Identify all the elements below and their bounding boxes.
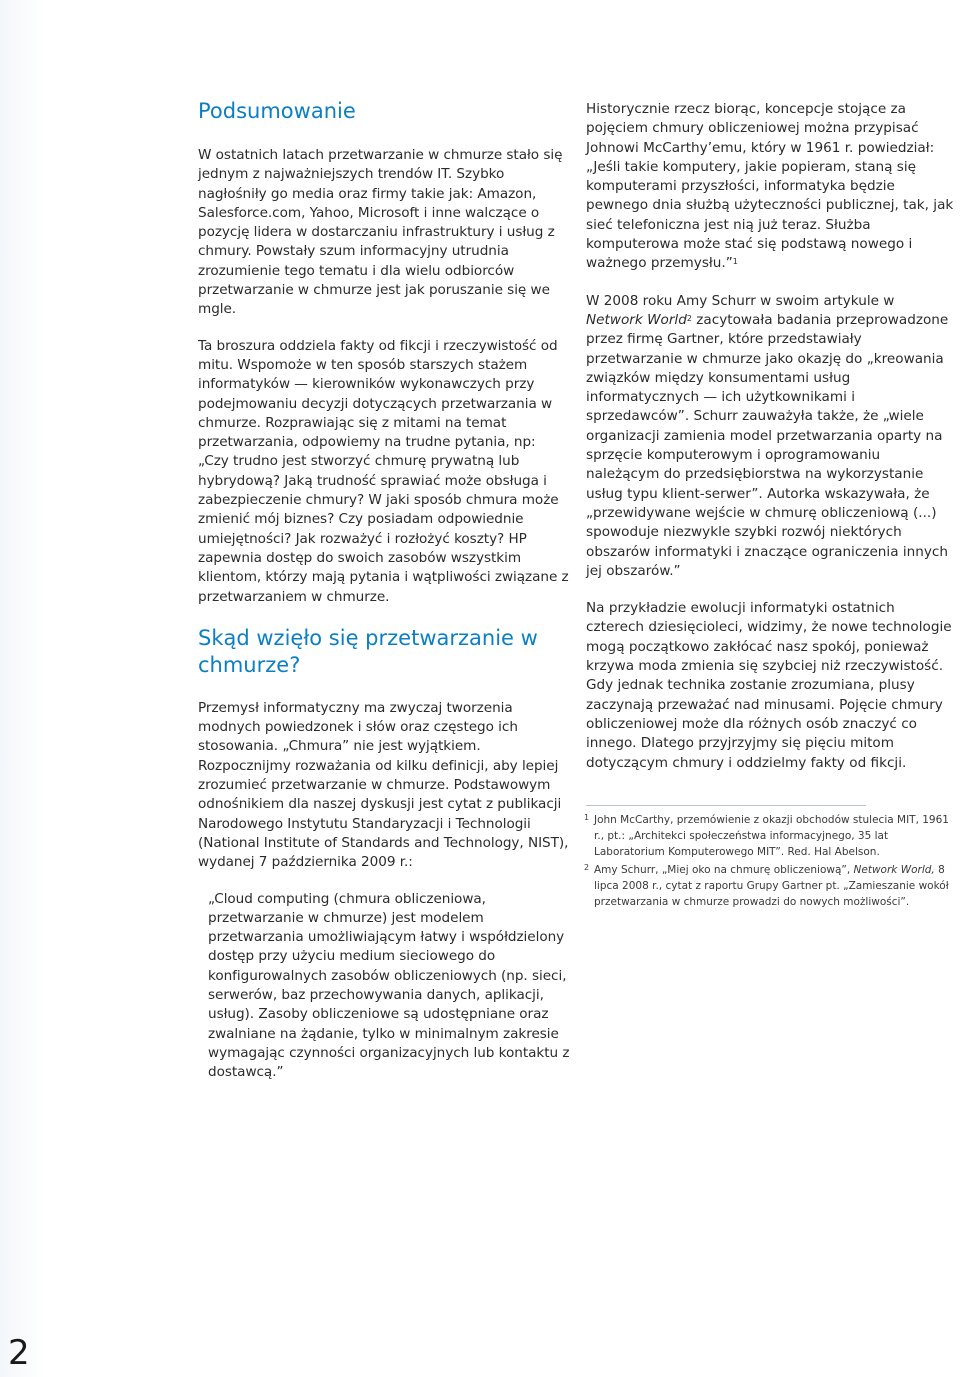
schurr-paragraph (586, 292, 954, 581)
footnote-2 (586, 862, 954, 910)
footnote-2-italic: Network World, (853, 863, 935, 876)
footnote-ref-2: 2 (686, 313, 692, 323)
footnote-2-text-b: 8 lipca 2008 r., cytat z raportu Grupy Gartner pt. „Zamieszanie wokół przetwarzania w chmurze prowadzi do nowych możliwości”. (594, 863, 949, 908)
page-edge-shadow (0, 0, 46, 1377)
evolution-paragraph: Na przykładzie ewolucji informatyki ostatnich czterech dziesięcioleci, widzimy, że nowe technologie mogą początkowo zakłócać nasz spokój, ponieważ krzywa moda zmienia się szybciej niż rzeczywistość. Gdy jednak technika zostanie zrozumiana, plusy zaczynają przeważać nad minusami. Pojęcie chmury obliczeniowej może dla różnych osób znaczyć co innego. Dlatego przyjrzyjmy się pięciu mitom dotyczącym chmury i oddzielmy fakty od fikcji. (586, 600, 952, 771)
footnote-1-text: John McCarthy, przemówienie z okazji obchodów stulecia MIT, 1961 r., pt.: „Architekci społeczeństwa informacyjnego, 35 lat Laboratorium Komputerowego MIT”. Red. Hal Abelson. (594, 813, 949, 858)
footnote-ref-1: 1 (732, 257, 738, 267)
section-heading-origin: Skąd wzięło się przetwarzanie w chmurze? (198, 625, 538, 677)
footnote-1-mark: 1 (584, 812, 590, 822)
origin-paragraph-1: Przemysł informatyczny ma zwyczaj tworzenia modnych powiedzonek i słów oraz częstego ich stosowania. „Chmura” nie jest wyjątkiem. Rozpocznijmy rozważania od kilku definicji, aby lepiej zrozumieć przetwarzanie w chmurze. Podstawowym odnośnikiem dla naszej dyskusji jest cytat z publikacji Narodowego Instytutu Standaryzacji i Technologii (National Institute of Standards and Technology, NIST), wydanej 7 października 2009 r.: (198, 699, 569, 871)
summary-paragraph-1: W ostatnich latach przetwarzanie w chmurze stało się jednym z najważniejszych trendów IT. Szybko nagłośniły go media oraz firmy takie jak: Amazon, Salesforce.com, Yahoo, Microsoft i inne walczące o pozycję lidera w dostarczaniu infrastruktury i usług z chmury. Powstały szum informacyjny utrudnia zrozumienie tego tematu i dla wielu odbiorców przetwarzanie w chmurze jest jak poruszanie się we mgle. (198, 147, 563, 318)
footnote-2-mark: 2 (584, 862, 590, 872)
footnote-1 (586, 812, 954, 860)
schurr-paragraph-text-b: zacytowała badania przeprowadzone przez firmę Gartner, które przedstawiały przetwarzanie w chmurze jako okazję do „kreowania związków między konsumentami usług informatycznych — ich użytkownikami i sprzedawców”. Schurr zauważyła także, że „wiele organizacji zamienia model przetwarzania oparty na sprzęcie komputerowym i oprogramowaniu należącym do przedsiębiorstwa na wykorzystanie usług typu klient-serwer”. Autorka wskazywała, że „przewidywane wejście w chmurę obliczeniową (...) spowoduje niezwykle szybki rozwój niektórych obszarów informatyki i znaczące ograniczenia innych jej obszarów.” (586, 311, 949, 579)
history-paragraph-text: Historycznie rzecz biorąc, koncepcje stojące za pojęciem chmury obliczeniowej można przypisać Johnowi McCarthy’emu, który w 1961 r. powiedział: „Jeśli takie komputery, jakie popieram, staną się komputerami przyszłości, informatyka będzie pewnego dnia służbą użyteczności publicznej, tak, jak sieć telefoniczna jest nią już teraz. Służba komputerowa może stać się podstawą nowego i ważnego przemysłu.” (586, 101, 954, 272)
footnotes (586, 812, 954, 910)
network-world-title: Network World (586, 311, 687, 328)
nist-quote: „Cloud computing (chmura obliczeniowa, przetwarzanie w chmurze) jest modelem przetwarzania umożliwiającym łatwy i współdzielony dostęp przy użyciu medium sieciowego do konfigurowalnych zasobów obliczeniowych (np. sieci, serwerów, baz przechowywania danych, aplikacji, usług). Zasoby obliczeniowe są udostępniane oraz zwalniane na żądanie, tylko w minimalnym zakresie wymagając czynności organizacyjnych lub kontaktu z dostawcą.” (208, 890, 570, 1081)
footnote-2-text-a: Amy Schurr, „Miej oko na chmurę obliczeniową”, (594, 863, 854, 876)
section-heading-summary: Podsumowanie (198, 99, 356, 123)
summary-paragraph-2: Ta broszura oddziela fakty od fikcji i rzeczywistość od mitu. Wspomoże w ten sposób starszych stażem informatyków — kierowników wykonawczych przy podejmowaniu decyzji dotyczących przetwarzania w chmurze. Rozprawiając się z mitami na temat przetwarzania, odpowiemy na trudne pytania, np: „Czy trudno jest stworzyć chmurę prywatną lub hybrydową? Jaką trudność sprawiać może obsługa i zabezpieczenie chmury? W jaki sposób chmura może zmienić mój biznes? Czy posiadam odpowiednie umiejętności? Jak rozważyć i rozłożyć koszty? HP zapewnia dostęp do swoich zasobów wszystkim klientom, którzy mają pytania i wątpliwości związane z przetwarzaniem w chmurze. (198, 337, 569, 605)
history-paragraph (586, 100, 954, 274)
page-number: 2 (8, 1333, 30, 1373)
left-column (198, 96, 570, 1082)
footnote-2-text (594, 862, 954, 910)
right-column (586, 100, 954, 912)
schurr-paragraph-text-a: W 2008 roku Amy Schurr w swoim artykule w (586, 292, 895, 309)
